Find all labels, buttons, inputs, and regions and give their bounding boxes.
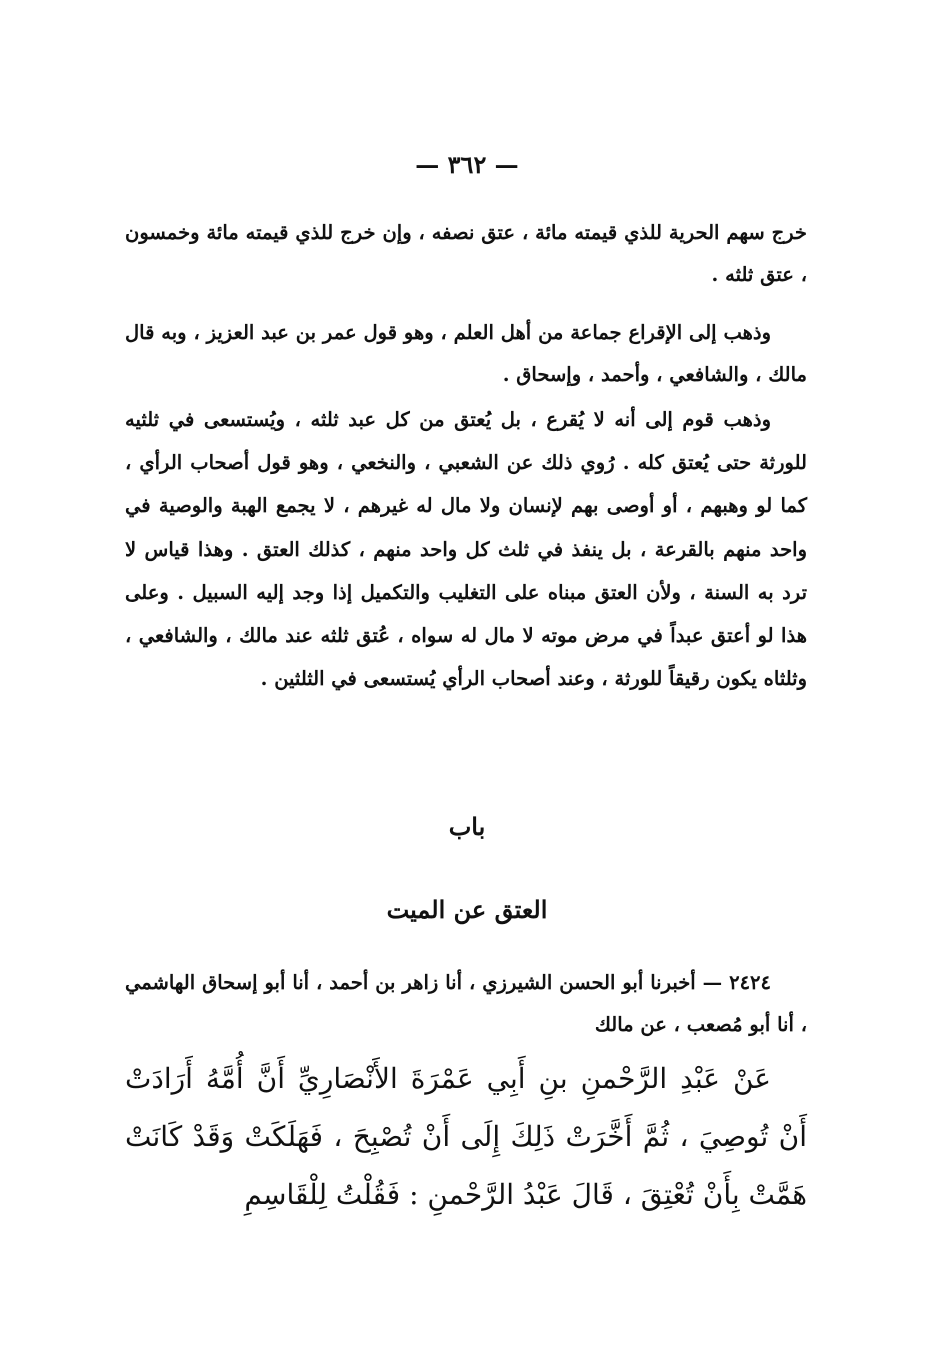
page-number: — ٣٦٢ — [415,150,519,179]
hadith-text: عَنْ عَبْدِ الرَّحْمنِ بنِ أَبِي عَمْرَةَ الأَنْصَارِيِّ أَنَّ أُمَّهُ أَرَادَتْ أَنْ تُوصِيَ ، ثُمَّ أَخَّرَتْ ذَلِكَ إِلَى أَنْ تُصْبِحَ ، فَهَلَكَتْ وَقَدْ كَانَتْ هَمَّتْ بِأَنْ تُعْتِقَ ، قَالَ عَبْدُ الرَّحْمنِ : فَقُلْتُ لِلْقَاسِمِ [125,1062,807,1211]
paragraph-continuation: خرج سهم الحرية للذي قيمته مائة ، عتق نصفه ، وإن خرج للذي قيمته مائة وخمسون ، عتق ثلثه . [125,221,807,286]
section-heading-bab: باب [448,812,486,841]
paragraph-iqra: وذهب إلى الإقراع جماعة من أهل العلم ، وهو قول عمر بن عبد العزيز ، وبه قال مالك ، والشافعي ، وأحمد ، وإسحاق . [125,321,807,386]
paragraph-no-iqra: وذهب قوم إلى أنه لا يُقرع ، بل يُعتق من كل عبد ثلثه ، ويُستسعى في ثلثيه للورثة حتى يُعتق كله . رُوي ذلك عن الشعبي ، والنخعي ، وهو قول أصحاب الرأي ، كما لو وهبهم ، أو أوصى بهم لإنسان ولا مال له غيرهم ، لا يجمع الهبة والوصية في واحد منهم بالقرعة ، بل ينفذ في ثلث كل واحد منهم ، كذلك العتق . وهذا قياس لا ترد به السنة ، ولأن العتق مبناه على التغليب والتكميل إذا وجد إليه السبيل . وعلى هذا لو أعتق عبداً في مرض موته لا مال له سواه ، عُتق ثلثه عند مالك ، والشافعي ، وثلثاه يكون رقيقاً للورثة ، وعند أصحاب الرأي يُستسعى في الثلثين . [125,408,807,691]
chapter-title: العتق عن الميت [386,895,548,924]
hadith-isnad: ٢٤٢٤ — أخبرنا أبو الحسن الشيرزي ، أنا زاهر بن أحمد ، أنا أبو إسحاق الهاشمي ، أنا أبو مُصعب ، عن مالك [125,971,807,1036]
